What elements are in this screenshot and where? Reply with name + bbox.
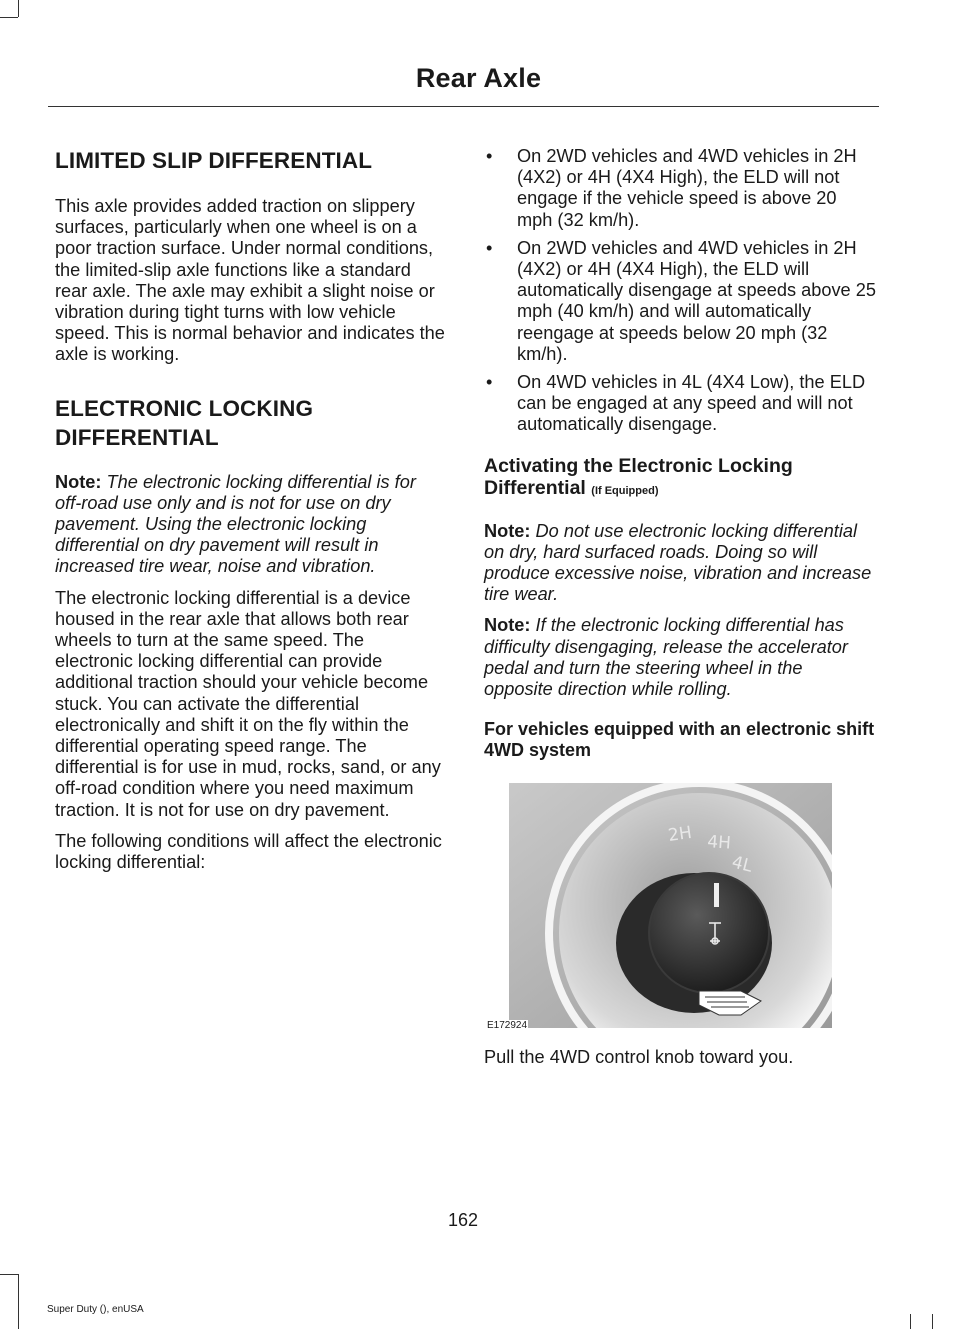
dial-label-4h: 4H [706,832,732,854]
page-title: Rear Axle [415,63,542,93]
note-label: Note: [484,520,531,541]
page-header [48,58,879,107]
crop-mark [18,1274,19,1329]
dial-label-2h: 2H [666,823,694,847]
list-item [484,146,876,231]
note-text: The electronic locking differential is for off-road use only and is not for use on dry pavement. Using the electronic locking differential on dry pavement will result in increased tire wear, noise and vibration. [55,471,416,577]
4wd-control-knob-illustration [509,783,832,1028]
list-item-text: On 2WD vehicles and 4WD vehicles in 2H (4X2) or 4H (4X4 High), the ELD will automatically disengage at speeds above 25 mph (40 km/h) and will automatically reengage at speeds below 20 mph (32 km/h). [517,237,876,364]
note-paragraph [484,521,876,606]
crop-mark [18,0,19,17]
subsection-title: For vehicles equipped with an electronic shift 4WD system [484,719,875,761]
conditions-intro-paragraph: The following conditions will affect the electronic locking differential: [55,830,442,873]
footer-edition-note: Super Duty (), enUSA [47,1304,144,1315]
knob-indicator-icon [714,883,719,907]
list-item-text: On 4WD vehicles in 4L (4X4 Low), the ELD can be engaged at any speed and will not automatically disengage. [517,372,866,435]
bullet-icon: • [486,372,493,393]
activating-title: Activating the Electronic Locking Differential [484,454,793,499]
bullet-icon: • [486,237,493,258]
section-title-electronic-locking [55,394,445,452]
note-label: Note: [55,471,102,492]
right-column [484,146,876,1068]
crop-mark [0,17,18,18]
section-title-line2: DIFFERENTIAL [55,424,219,450]
left-column [55,146,445,873]
page-number: 162 [447,1210,479,1230]
limited-slip-paragraph: This axle provides added traction on slippery surfaces, particularly when one wheel is on a poor traction surface. Under normal conditions, the limited-slip axle functions like a standard rear axle. The axle may exhibit a slight noise or vibration during tight turns with low vehicle speed. This is normal behavior and indicates the axle is working. [55,196,445,365]
note-text: If the electronic locking differential has difficulty disengaging, release the accelerator pedal and turn the steering wheel in the opposite direction while rolling. [484,615,848,700]
figure-caption: Pull the 4WD control knob toward you. [484,1047,794,1068]
if-equipped-label: (If Equipped) [591,484,659,497]
list-item [484,372,876,436]
conditions-list [484,146,876,436]
note-text: Do not use electronic locking differential on dry, hard surfaced roads. Doing so will produce excessive noise, vibration and increase tire wear. [484,520,872,605]
crop-mark [932,1314,933,1329]
crop-mark [910,1314,911,1329]
note-paragraph [55,472,445,578]
list-item [484,238,876,365]
section-title-limited-slip: LIMITED SLIP DIFFERENTIAL [55,148,373,173]
note-label: Note: [484,615,531,636]
figure-id-label: E172924 [487,1020,528,1032]
crop-mark [0,1274,18,1275]
4wd-knob [649,873,769,993]
activating-heading [484,455,876,502]
bullet-icon: • [486,146,493,166]
eld-description-paragraph: The electronic locking differential is a device housed in the rear axle that allows both rear wheels to turn at the same speed. The electronic locking differential can provide additional traction should your vehicle become stuck. You can activate the differential electronically and shift it on the fly within the differential operating speed range. The differential is for use in mud, rocks, sand, or any off-road condition where you need maximum traction. It is not for use on dry pavement. [55,587,441,820]
note-paragraph [484,615,876,700]
section-title-line1: ELECTRONIC LOCKING [55,395,314,421]
list-item-text: On 2WD vehicles and 4WD vehicles in 2H (4X2) or 4H (4X4 High), the ELD will not engage if the vehicle speed is above 20 mph (32 km/h). [517,146,857,230]
dial-label-4l: 4L [729,852,755,878]
4wd-knob-figure [484,783,834,1033]
